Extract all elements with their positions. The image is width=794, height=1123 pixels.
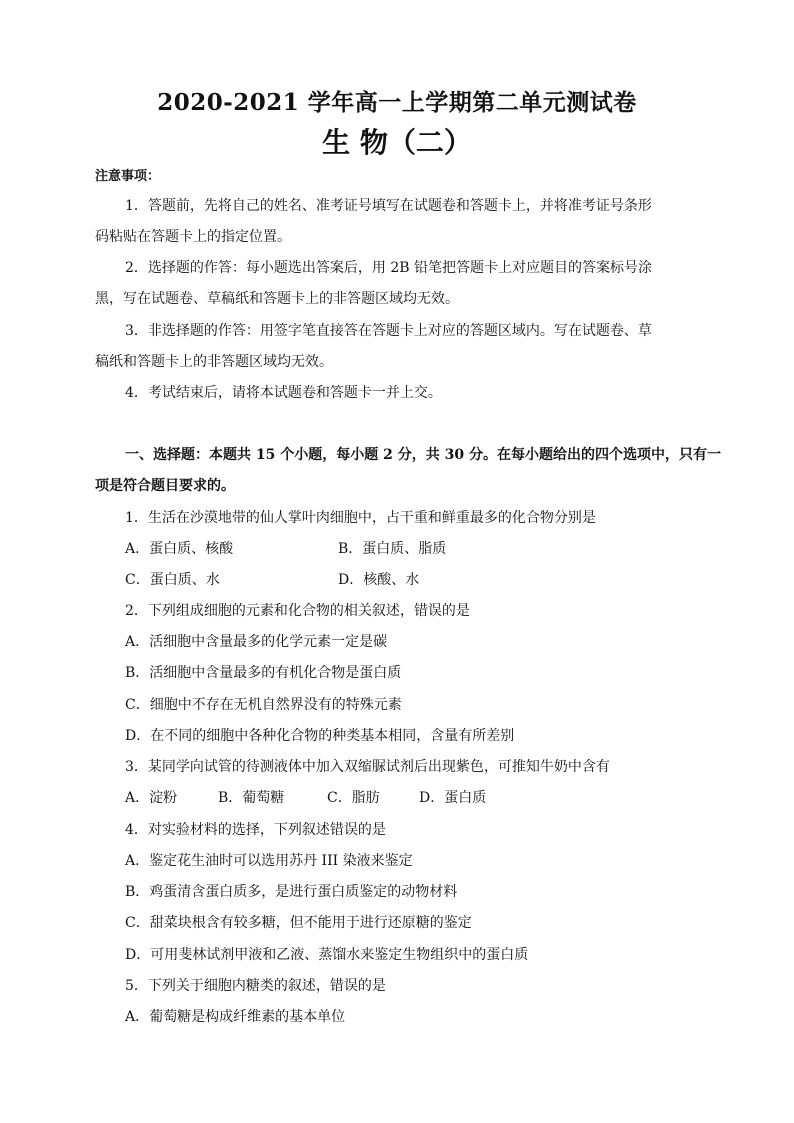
question-1-option-b: B．蛋白质、脂质 xyxy=(338,541,447,557)
subject-title: 生 物（二） xyxy=(322,126,472,159)
notice-heading: 注意事项： xyxy=(95,169,161,184)
question-4-option-b: B．鸡蛋清含蛋白质多，是进行蛋白质鉴定的动物材料 xyxy=(125,884,458,900)
notice-item-2-line2: 黑，写在试题卷、草稿纸和答题卡上的非答题区域均无效。 xyxy=(95,291,459,307)
question-2-option-b: B．活细胞中含量最多的有机化合物是蛋白质 xyxy=(125,665,402,681)
question-4-stem: 4．对实验材料的选择，下列叙述错误的是 xyxy=(125,822,386,838)
notice-item-3-line1: 3．非选择题的作答：用签字笔直接答在答题卡上对应的答题区域内。写在试题卷、草 xyxy=(125,323,652,339)
exam-title: 2020-2021 学年高一上学期第二单元测试卷 xyxy=(157,89,637,116)
notice-item-4-line1: 4．考试结束后，请将本试题卷和答题卡一并上交。 xyxy=(125,385,442,401)
question-3-option-c: C．脂肪 xyxy=(327,790,380,806)
question-2-stem: 2．下列组成细胞的元素和化合物的相关叙述，错误的是 xyxy=(125,603,470,619)
question-3-option-a: A．淀粉 xyxy=(125,790,178,806)
section-heading-line2: 项是符合题目要求的。 xyxy=(95,478,235,494)
question-2-option-c: C．细胞中不存在无机自然界没有的特殊元素 xyxy=(125,697,402,713)
question-3-stem: 3．某同学向试管的待测液体中加入双缩脲试剂后出现紫色，可推知牛奶中含有 xyxy=(125,759,610,775)
question-1-option-d: D．核酸、水 xyxy=(338,572,420,588)
question-3-option-d: D．蛋白质 xyxy=(419,790,487,806)
notice-item-1-line1: 1．答题前，先将自己的姓名、准考证号填写在试题卷和答题卡上，并将准考证号条形 xyxy=(125,198,652,214)
notice-item-1-line2: 码粘贴在答题卡上的指定位置。 xyxy=(95,229,291,245)
notice-item-3-line2: 稿纸和答题卡上的非答题区域均无效。 xyxy=(95,354,333,370)
question-4-option-a: A．鉴定花生油时可以选用苏丹 III 染液来鉴定 xyxy=(125,853,413,869)
section-heading-line1: 一、选择题：本题共 15 个小题，每小题 2 分，共 30 分。在每小题给出的四个选项中，只有一 xyxy=(125,447,721,463)
question-3-option-b: B．葡萄糖 xyxy=(218,790,285,806)
question-5-option-a: A．葡萄糖是构成纤维素的基本单位 xyxy=(125,1009,346,1025)
question-5-stem: 5．下列关于细胞内糖类的叙述，错误的是 xyxy=(125,978,386,994)
question-1-option-c: C．蛋白质、水 xyxy=(125,572,220,588)
question-2-option-a: A．活细胞中含量最多的化学元素一定是碳 xyxy=(125,634,388,650)
question-4-option-d: D．可用斐林试剂甲液和乙液、蒸馏水来鉴定生物组织中的蛋白质 xyxy=(125,947,529,963)
question-4-option-c: C．甜菜块根含有较多糖，但不能用于进行还原糖的鉴定 xyxy=(125,915,472,931)
question-1-stem: 1．生活在沙漠地带的仙人掌叶肉细胞中，占干重和鲜重最多的化合物分别是 xyxy=(125,510,596,526)
notice-item-2-line1: 2．选择题的作答：每小题选出答案后，用 2B 铅笔把答题卡上对应题目的答案标号涂 xyxy=(125,260,653,276)
question-1-option-a: A．蛋白质、核酸 xyxy=(125,541,234,557)
question-2-option-d: D．在不同的细胞中各种化合物的种类基本相同，含量有所差别 xyxy=(125,728,515,744)
